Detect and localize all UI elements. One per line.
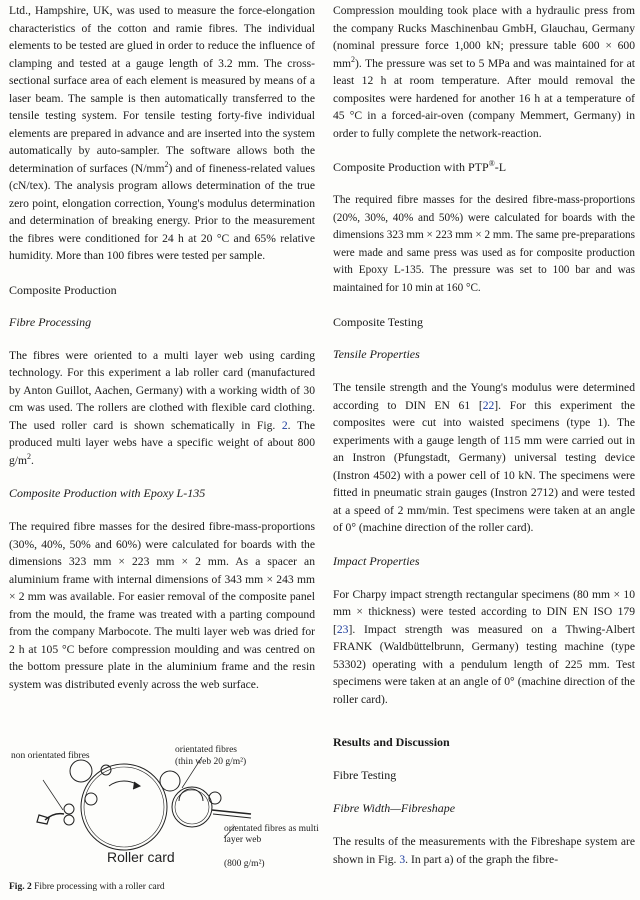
figure-ref-link[interactable]: 3 <box>399 852 406 866</box>
doffer-roller <box>160 771 180 791</box>
roller-card-figure <box>9 738 319 883</box>
figure-title: Roller card <box>107 849 175 865</box>
label-non-oriented-fibres: non orientated fibres <box>11 751 90 761</box>
main-cylinder <box>81 764 167 850</box>
figure-ref-link[interactable]: 2 <box>281 418 288 432</box>
label-oriented-thin: orientated fibres <box>175 745 237 755</box>
body-paragraph: The tensile strength and the Young's modulus were determined according to DIN EN 61 [22]. For this experiment the composites were cut into waisted specimens (type 1). The experiments with a gauge length of 115 mm were carried out in an Instron (Pfungstadt, Germany) universal testing device (Instron 4502) with a power cell of 10 kN. The specimens were fitted in pneumatic strain gauges (Instron 2712) and were tested at a speed of 2 mm/min. Test specimens were taken at an angle of 0° (machine direction of the roller card). <box>333 381 635 534</box>
body-paragraph: Ltd., Hampshire, UK, was used to measure the force-elongation characteristics of the cotton and ramie fibres. The individual elements to be tested are glued in order to reduce the influence of clamping and tested at a gauge length of 3.2 mm. The cross-sectional surface area of each element is measured by means of a laser beam. The sample is then automatically transferred to the tensile testing system. For tensile testing forty-five individual elements are prepared in advance and are inserted into the system automatically by auto-sampler. The software allows both the determination of surfaces $(N/mm^2)$ and of fineness-related values (cN/tex). The analysis program allows determination of the true zero point, elongation correction, Young's modulus determination and determination of breaking energy. Prior to the measurement the fibres were conditioned for 24 h at 20 °C and 65% relative humidity. More than 100 fibres were tested per sample. <box>9 4 315 262</box>
body-paragraph: The required fibre masses for the desired fibre-mass-proportions (20%, 30%, 40% and 50%) were calculated for boards with the dimensions 323 mm × 223 mm × 2 mm. The same pre-preparations were made and same press was used as for composite production with Epoxy L-135. The pressure was set to 100 bar and was maintained for 10 min at 160 °C. <box>333 194 635 294</box>
left-column <box>9 2 315 693</box>
figure-caption: Fig. 2 Fibre processing with a roller card <box>9 882 165 892</box>
section-heading: Composite Production <box>9 282 117 297</box>
section-heading: Composite Production with PTP®-L <box>333 159 507 174</box>
right-column <box>333 2 635 868</box>
label-oriented-multi-weight: (800 g/m²) <box>224 859 265 869</box>
section-heading: Results and Discussion <box>333 735 450 749</box>
body-paragraph: The fibres were oriented to a multi layer web using carding technology. For this experiment a lab roller card (manufactured by Anton Guillot, Aachen, Germany) with a working width of 30 cm was used. The rollers are clothed with flexible card clothing. The used roller card is shown schematically in Fig. 2. The produced multi layer webs have a specific weight of about 800 $g/m^2$. <box>9 348 315 467</box>
section-heading: Composite Testing <box>333 315 423 329</box>
label-oriented-thin-weight: (thin web 20 g/m²) <box>175 757 247 767</box>
body-paragraph: Compression moulding took place with a hydraulic press from the company Rucks Maschinenbau GmbH, Glauchau, Germany (nominal pressure force 1,000 kN; pressure table 600 × 600 $mm^2$). The pressure was set to 5 MPa and was maintained for at least 12 h at room temperature. After mould removal the composites were hardened for another 16 h at a temperature of 45 °C in a forced-air-oven (company Memmert, Germany) in order to fully complete the network-reaction. <box>333 4 635 140</box>
citation-link[interactable]: 23 <box>336 622 349 636</box>
subsection-heading: Fibre Processing <box>9 314 92 329</box>
subsection-heading: Composite Production with Epoxy L-135 <box>9 486 206 500</box>
body-paragraph: The results of the measurements with the Fibreshape system are shown in Fig. 3. In part a) of the graph the fibre- <box>333 835 635 866</box>
body-paragraph: The required fibre masses for the desired fibre-mass-proportions (30%, 40%, 50% and 60%) were calculated for boards with the dimensions 323 mm × 223 mm × 2 mm. As a spacer an aluminium frame with internal dimensions of 343 mm × 243 mm × 2 mm was available. For easier removal of the composite panel from the mould, the frame was treated with a parting compound from the company Marbocote. The multi layer web was dried for 2 h at 105 °C before compression moulding and was centred on the bottom pressure plate in the aluminium frame and the resin system was distributed evenly across the web surface. <box>9 520 315 691</box>
citation-link[interactable]: 22 <box>482 398 495 412</box>
label-oriented-multi: orientated fibres as multi layer web <box>224 824 319 845</box>
section-heading: Fibre Testing <box>333 768 397 782</box>
body-paragraph: For Charpy impact strength rectangular specimens (80 mm × 10 mm × thickness) were tested according to DIN EN ISO 179 [23]. Impact strength was measured on a Thwing-Albert FRANK (Waldbüttelbrunn, Germany) testing machine (type 53302) operating with a pendulum length of 225 mm. Test specimens were taken at an angle of 0° (machine direction of the roller card). <box>333 587 635 706</box>
condenser-roller <box>172 787 212 827</box>
subsection-heading: Fibre Width—Fibreshape <box>333 801 456 815</box>
subsection-heading: Tensile Properties <box>333 347 420 361</box>
subsection-heading: Impact Properties <box>333 553 420 568</box>
worker-roller <box>70 760 92 782</box>
